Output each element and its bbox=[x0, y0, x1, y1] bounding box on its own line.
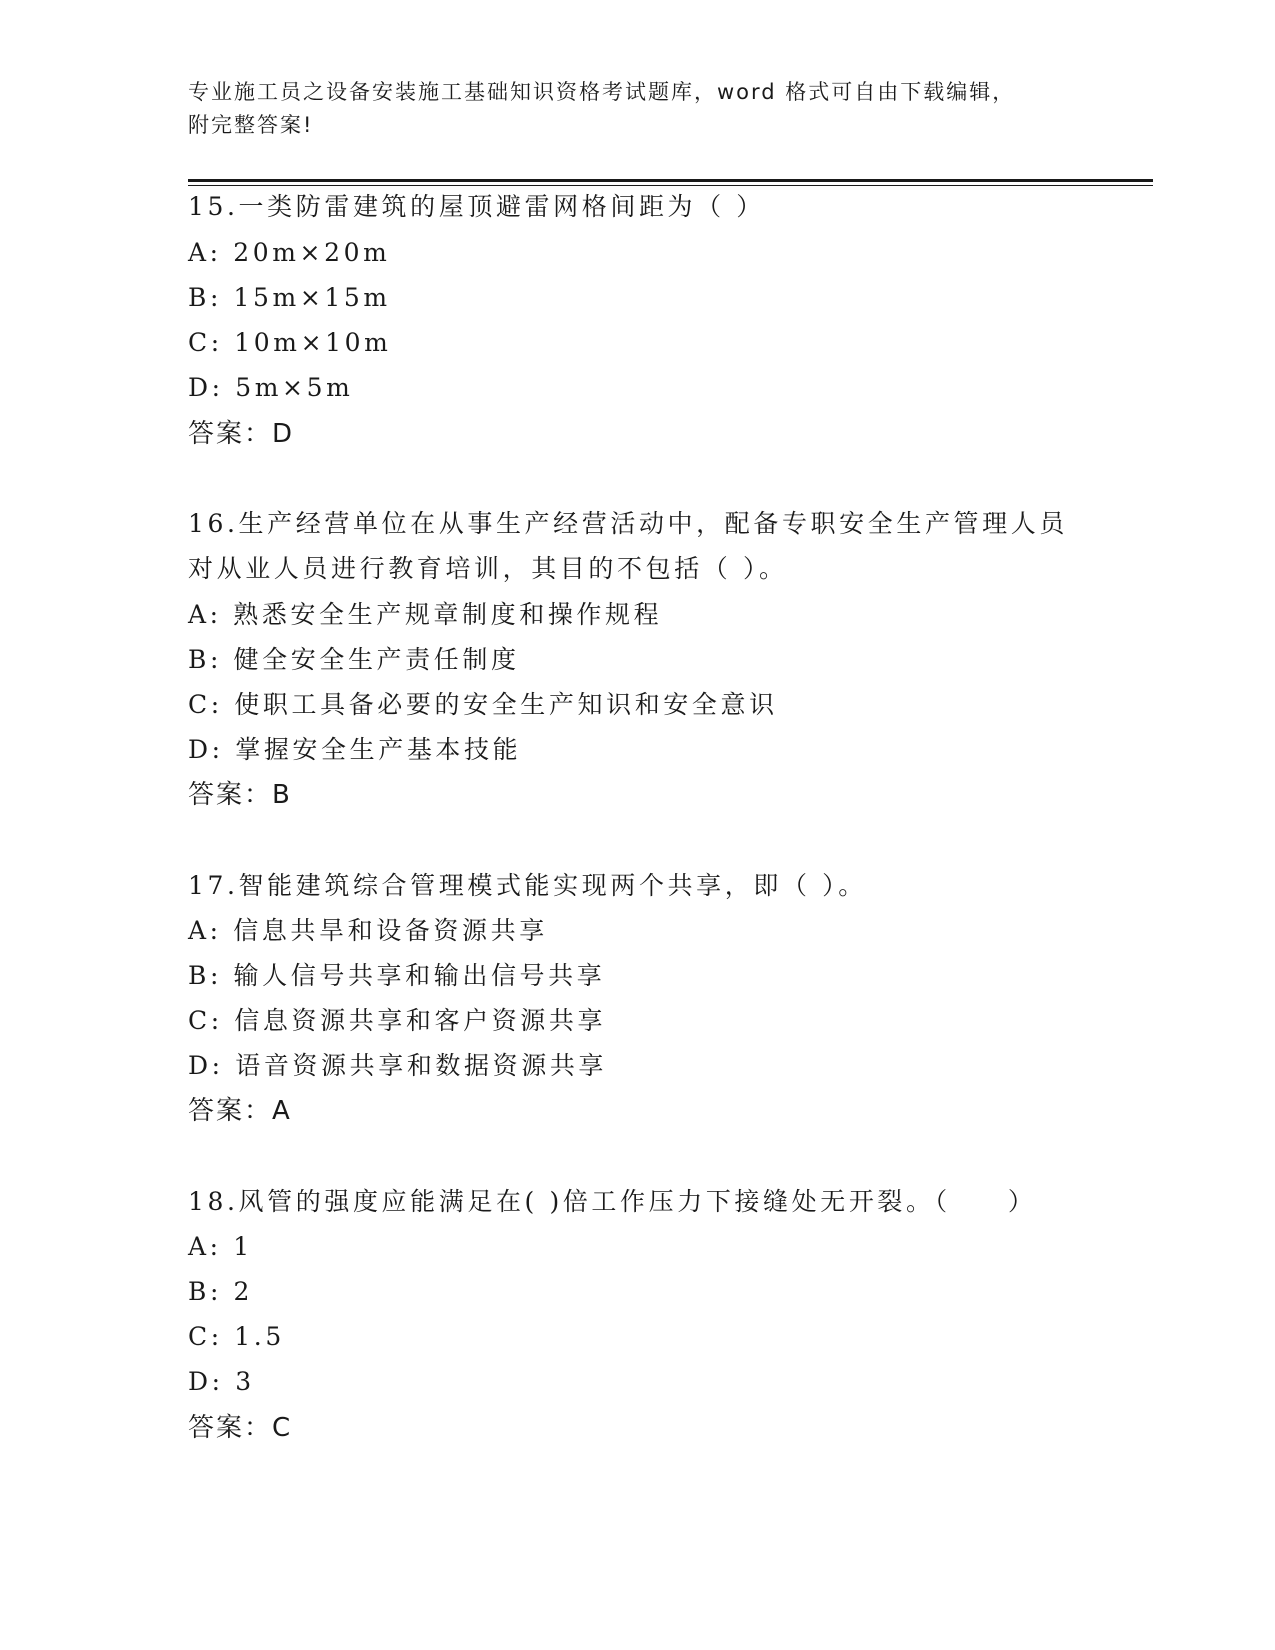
header-line-1: 专业施工员之设备安装施工基础知识资格考试题库，word 格式可自由下载编辑， bbox=[188, 80, 1016, 104]
question-16-stem-line-2: 对从业人员进行教育培训，其目的不包括（ ）。 bbox=[188, 554, 788, 583]
question-15-answer: 答案：D bbox=[188, 419, 295, 449]
document-header bbox=[188, 76, 1088, 142]
question-17-option-c: C: 信息资源共享和客户资源共享 bbox=[188, 1006, 607, 1035]
question-16-option-b: B: 健全安全生产责任制度 bbox=[188, 645, 520, 674]
question-15-option-c: C: 10m×10m bbox=[188, 328, 392, 357]
header-line-2: 附完整答案! bbox=[188, 113, 314, 137]
question-16-option-a: A: 熟悉安全生产规章制度和操作规程 bbox=[188, 600, 663, 629]
question-18-stem: 18.风管的强度应能满足在( )倍工作压力下接缝处无开裂。（ ） bbox=[188, 1187, 1037, 1216]
header-divider-thin bbox=[188, 185, 1153, 186]
question-16-option-c: C: 使职工具备必要的安全生产知识和安全意识 bbox=[188, 690, 778, 719]
question-18-option-a: A: 1 bbox=[188, 1232, 253, 1261]
question-17-option-a: A: 信息共旱和设备资源共享 bbox=[188, 916, 548, 945]
header-divider-thick bbox=[188, 179, 1153, 182]
question-16-answer: 答案：B bbox=[188, 780, 292, 810]
question-15-stem: 15.一类防雷建筑的屋顶避雷网格间距为（ ） bbox=[188, 192, 765, 221]
question-15-option-b: B: 15m×15m bbox=[188, 283, 391, 312]
question-17-answer: 答案：A bbox=[188, 1096, 292, 1126]
question-16-stem-line-1: 16.生产经营单位在从事生产经营活动中，配备专职安全生产管理人员 bbox=[188, 509, 1068, 538]
question-18-answer: 答案：C bbox=[188, 1413, 293, 1443]
question-17-option-d: D: 语音资源共享和数据资源共享 bbox=[188, 1051, 608, 1080]
question-15-option-d: D: 5m×5m bbox=[188, 373, 354, 402]
question-17-stem: 17.智能建筑综合管理模式能实现两个共享，即（ ）。 bbox=[188, 871, 867, 900]
question-16-option-d: D: 掌握安全生产基本技能 bbox=[188, 735, 522, 764]
question-17-option-b: B: 输人信号共享和输出信号共享 bbox=[188, 961, 606, 990]
question-15-option-a: A: 20m×20m bbox=[188, 238, 391, 267]
question-18-option-d: D: 3 bbox=[188, 1367, 255, 1396]
question-18-option-b: B: 2 bbox=[188, 1277, 254, 1306]
question-18-option-c: C: 1.5 bbox=[188, 1322, 285, 1351]
